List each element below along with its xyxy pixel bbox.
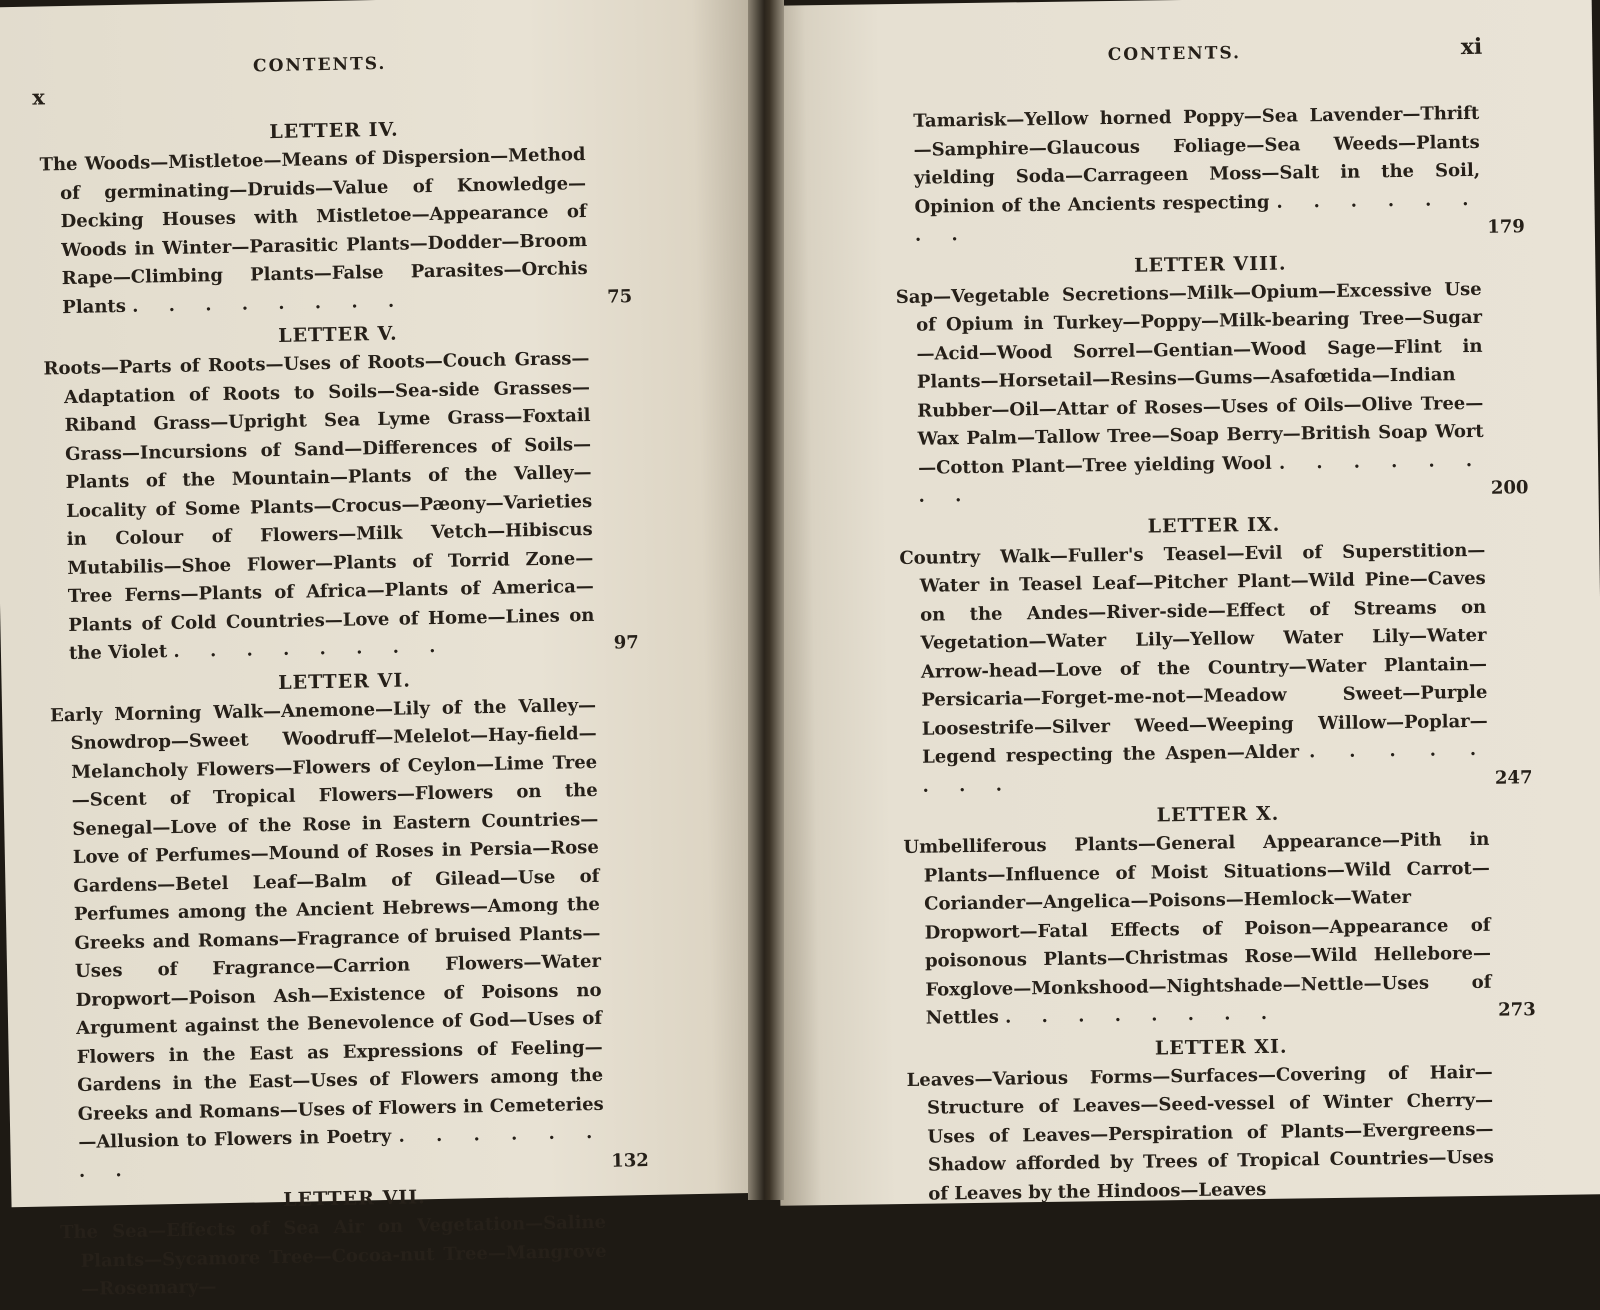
right-page xyxy=(764,0,1600,1206)
page-number: 273 xyxy=(1498,999,1536,1021)
entry-text: Early Morning Walk—Anemone—Lily of the Valley—Snowdrop—Sweet Woodruff—Melelot—Hay-field—Melancholy Flowers—Flowers of Ceylon—Lime Tree—Scent of Tropical Flowers—Flowers on the Senegal—Love of the Rose in Eastern Countries—Love of Perfumes—Mound of Roses in Persia—Rose Gardens—Betel Leaf—Balm of Gilead—Use of Perfumes among the Ancient Hebrews—Among the Greeks and Romans—Fragrance of bruised Plants—Uses of Fragrance—Carrion Flowers—Water Dropwort—Poison Ash—Existence of Poisons no Argument against the Benevolence of God—Uses of Flowers in the East as Expressions of Feeling—Gardens in the East—Uses of Flowers among the Greeks and Romans—Uses of Flowers in Cemeteries—Allusion to Flowers in Poetry xyxy=(49,694,604,1153)
entry-text: Roots—Parts of Roots—Uses of Roots—Couch Grass—Adaptation of Roots to Soils—Sea-side Grasses—Riband Grass—Upright Sea Lyme Grass—Foxtail Grass—Incursions of Sand—Differences of Soils—Plants of the Mountain—Plants of the Valley—Locality of Some Plants—Crocus—Pæony—Varieties in Colour of Flowers—Milk Vetch—Hibiscus Mutabilis—Shoe Flower—Plants of Torrid Zone—Tree Ferns—Plants of Africa—Plants of America—Plants of Cold Countries—Love of Home—Lines on the Violet xyxy=(43,347,595,665)
contents-entry-continuation xyxy=(893,99,1525,250)
dot-leader: . . . . . . . . xyxy=(914,188,1481,246)
entry-text: The Sea—Effects of Sea Air on Vegetation—Saline Plants—Sycamore Tree—Cocoa-nut Tree—Mangrove—Rosemary— xyxy=(59,1211,607,1300)
dot-leader: . . . . . . . . xyxy=(922,738,1489,797)
page-folio: xi xyxy=(1460,33,1483,61)
entry-text: The Woods—Mistletoe—Means of Dispersion—Method of germinating—Druids—Value of Knowledge—Decking Houses with Mistletoe—Appearance of Woods in Winter—Parasitic Plants—Dodder—Broom Rape—Climbing Plants—False Parasites—Orchis Plants xyxy=(39,144,588,318)
entry-text: Umbelliferous Plants—General Appearance—Pith in Plants—Influence of Moist Situations—Wild Carrot—Coriander—Angelica—Poisons—Hemlock—Water Dropwort—Fatal Effects of Poison—Appearance of poisonous Plants—Christmas Rose—Wild Hellebore—Foxglove—Monkshood—Nightshade—Nettle—Uses of Nettles xyxy=(903,828,1492,1029)
dot-leader: . . . . . . . . xyxy=(173,635,448,663)
left-page xyxy=(0,0,775,1300)
dot-leader: . . . . . . . . xyxy=(918,449,1485,507)
page-folio: x xyxy=(32,84,46,110)
contents-entry xyxy=(60,1208,652,1305)
contents-entry xyxy=(906,1058,1538,1209)
letter-heading: LETTER IX. xyxy=(1147,513,1281,538)
letter-heading: LETTER X. xyxy=(1156,802,1280,827)
page-number: 247 xyxy=(1494,766,1533,789)
page-number: 200 xyxy=(1490,477,1529,499)
running-header: CONTENTS. xyxy=(1107,43,1242,66)
contents-column xyxy=(39,107,652,1309)
letter-heading: LETTER IV. xyxy=(269,118,399,144)
entry-text: Sap—Vegetable Secretions—Milk—Opium—Excessive Use of Opium in Turkey—Poppy—Milk-bearing Tree—Sugar—Acid—Wood Sorrel—Gentian—Wood Sage—Flint in Plants—Horsetail—Resins—Gums—Asafœtida—Indian Rubber—Oil—Attar of Roses—Uses of Oils—Olive Tree—Wax Palm—Tallow Tree—Soap Berry—British Soap Wort—Cotton Plant—Tree yielding Wool xyxy=(895,278,1484,479)
page-number: 75 xyxy=(606,285,633,308)
contents-entry xyxy=(899,536,1533,801)
entry-text: Tamarisk—Yellow horned Poppy—Sea Lavender—Thrift—Samphire—Glaucous Foliage—Sea Weeds—Plants yielding Soda—Carrageen Moss—Salt in the Soil, Opinion of the Ancients respecting xyxy=(913,102,1481,218)
page-number: 179 xyxy=(1487,216,1525,238)
contents-entry xyxy=(896,275,1529,512)
running-header: CONTENTS. xyxy=(252,53,387,77)
letter-heading: LETTER XI. xyxy=(1154,1035,1288,1059)
page-number: 132 xyxy=(611,1149,650,1172)
letter-heading: LETTER VI. xyxy=(278,668,412,694)
letter-heading: LETTER V. xyxy=(278,322,398,347)
letter-heading: LETTER VII. xyxy=(283,1186,426,1212)
contents-entry xyxy=(43,344,639,669)
contents-entry xyxy=(39,140,632,322)
contents-column xyxy=(893,99,1538,1213)
contents-entry xyxy=(903,825,1536,1033)
letter-heading: LETTER VIII. xyxy=(1133,252,1287,277)
dot-leader: . . . . . . . . xyxy=(78,1121,605,1182)
dot-leader: . . . . . . . . xyxy=(1004,1002,1280,1028)
dot-leader: . . . . . . . . xyxy=(131,289,407,317)
entry-text: Country Walk—Fuller's Teasel—Evil of Superstition—Water in Teasel Leaf—Pitcher Plant—Wild Pine—Caves on the Andes—River-side—Effect of Streams on Vegetation—Water Lily—Yellow Water Lily—Water Arrow-head—Love of the Country—Water Plantain—Persicaria—Forget-me-not—Meadow Sweet—Purple Loosestrife—Silver Weed—Weeping Willow—Poplar—Legend respecting the Aspen—Alder xyxy=(899,539,1488,768)
book-gutter xyxy=(748,0,784,1200)
page-number: 97 xyxy=(613,632,640,654)
entry-text: Leaves—Various Forms—Surfaces—Covering of Hair—Structure of Leaves—Seed-vessel of Winter Cherry—Uses of Leaves—Perspiration of Plants—Evergreens—Shadow afforded by Trees of Tropical Countries—Uses of Leaves by the Hindoos—Leaves xyxy=(906,1061,1494,1205)
contents-entry xyxy=(50,691,649,1187)
